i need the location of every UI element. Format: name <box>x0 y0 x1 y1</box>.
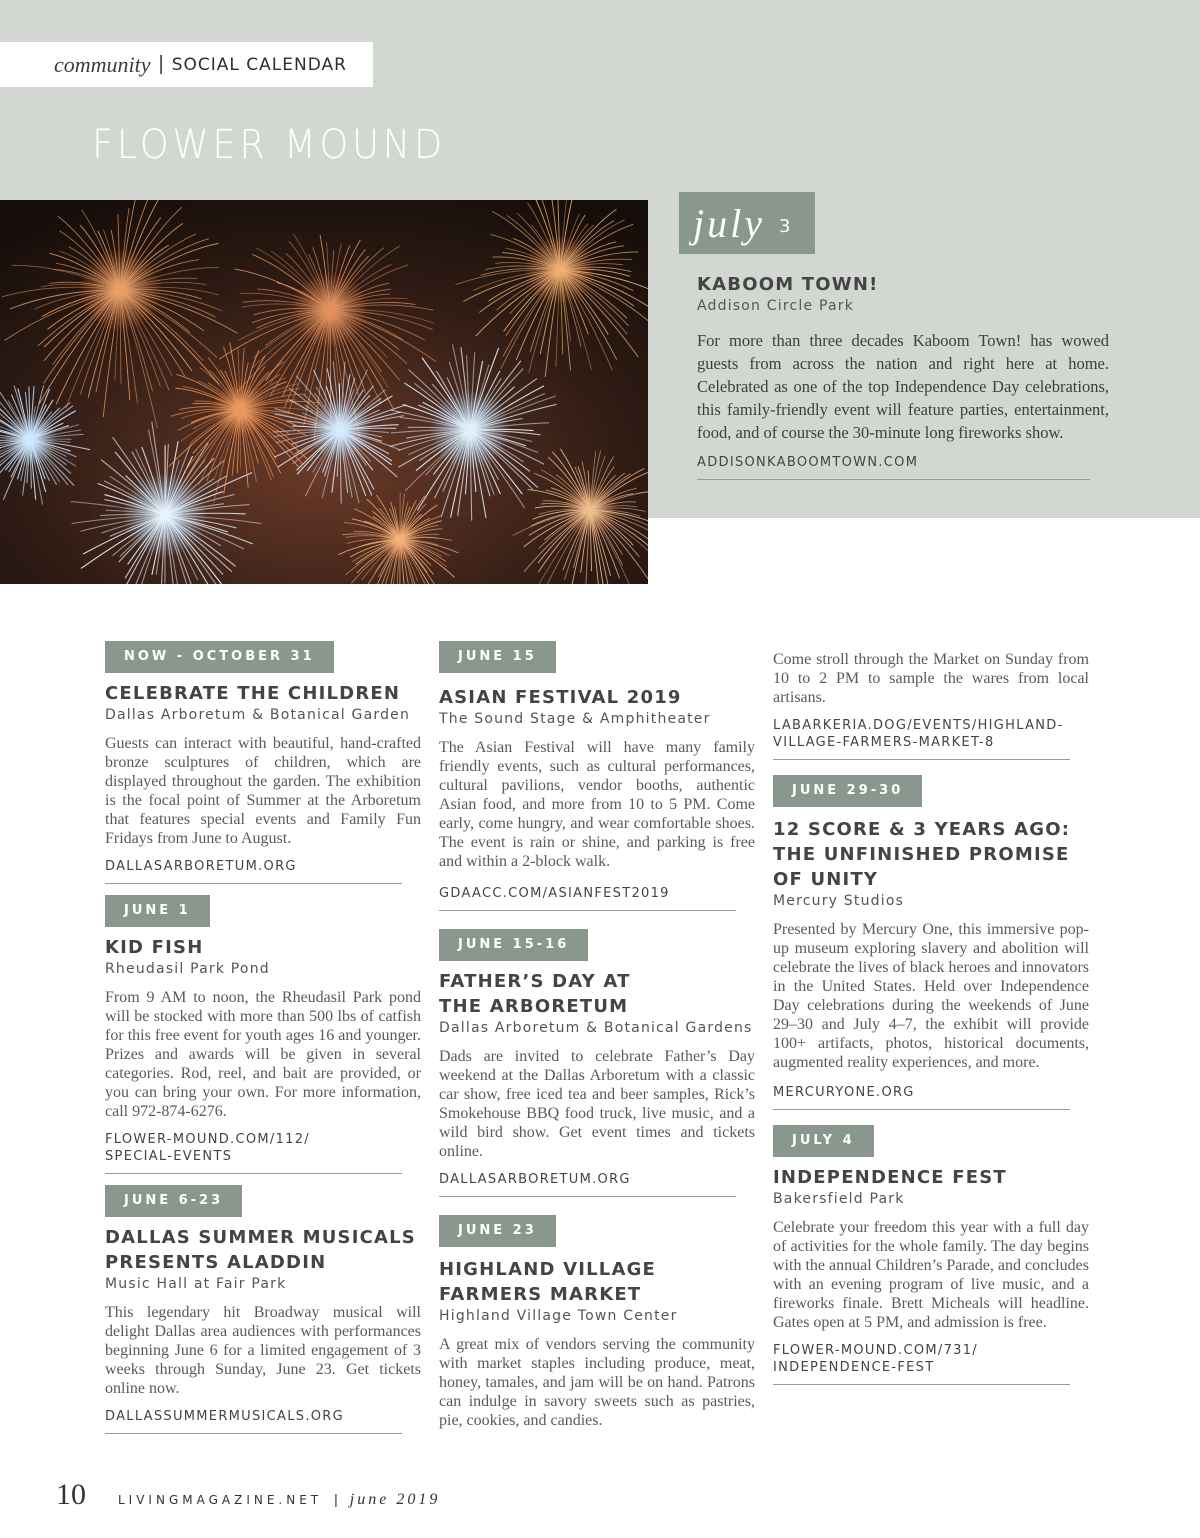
event-title: KABOOM TOWN! <box>697 274 879 295</box>
event-description: Celebrate your freedom this year with a full day of activities for the whole family. The day begins with the annual Children’s Parade, and concludes with an evening program of live music, and a fireworks finale. Brett Micheals will headline. Gates open at 5 PM, and admission is free. <box>773 1219 1089 1331</box>
event-venue: Dallas Arboretum & Botanical Gardens <box>439 1020 753 1036</box>
page-number: 10 <box>56 1478 86 1511</box>
event-title: 12 SCORE & 3 YEARS AGO: THE UNFINISHED PROMISE OF UNITY <box>773 819 1071 890</box>
event-venue: Dallas Arboretum & Botanical Garden <box>105 707 411 723</box>
section-tag <box>0 42 373 87</box>
event-date-badge: JUNE 6-23 <box>105 1185 242 1217</box>
fireworks-image <box>0 200 648 584</box>
event-date-badge: JULY 4 <box>773 1125 874 1157</box>
event-title: CELEBRATE THE CHILDREN <box>105 683 401 704</box>
feature-date-day: 3 <box>778 215 791 237</box>
event-date-badge: NOW - OCTOBER 31 <box>105 641 334 673</box>
event-title: ASIAN FESTIVAL 2019 <box>439 687 682 708</box>
events-column-3 <box>773 650 1089 1385</box>
event-title: KID FISH <box>105 937 204 958</box>
event-link[interactable]: ADDISONKABOOMTOWN.COM <box>697 455 919 470</box>
divider <box>105 1433 402 1434</box>
event-venue: Bakersfield Park <box>773 1191 905 1207</box>
event-description: Guests can interact with beautiful, hand-crafted bronze sculptures of children, which are displayed throughout the garden. The exhibition is the focal point of Summer at the Arboretum that features special events and Family Fun Fridays from June to August. <box>105 735 421 847</box>
event-venue: Rheudasil Park Pond <box>105 961 270 977</box>
event-date-badge: JUNE 29-30 <box>773 775 922 807</box>
events-column-2 <box>439 641 755 1430</box>
event-description: Dads are invited to celebrate Father’s Day weekend at the Dallas Arboretum with a classic car show, free iced tea and beer samples, Rick’s Smokehouse BBQ food truck, live music, and a wild bird show. Get event times and tickets online. <box>439 1048 755 1160</box>
events-column-1 <box>105 641 421 1434</box>
event-link[interactable]: DALLASARBORETUM.ORG <box>105 859 297 874</box>
event-link[interactable]: FLOWER-MOUND.COM/112/ SPECIAL-EVENTS <box>105 1132 310 1164</box>
event-link[interactable]: FLOWER-MOUND.COM/731/ INDEPENDENCE-FEST <box>773 1343 978 1375</box>
footer-separator: | <box>334 1491 338 1507</box>
event-venue: The Sound Stage & Amphitheater <box>439 711 711 727</box>
event-description: For more than three decades Kaboom Town! has wowed guests from across the nation and right here at home. Celebrated as one of the top Independence Day celebrations, this family-friendly event will feature parties, entertainment, food, and of course the 30-minute long fireworks show. <box>697 331 1109 442</box>
event-link[interactable]: LABARKERIA.DOG/EVENTS/HIGHLAND-VILLAGE-FARMERS-MARKET-8 <box>773 718 1064 750</box>
event-link[interactable]: GDAACC.COM/ASIANFEST2019 <box>439 886 670 901</box>
event-link[interactable]: MERCURYONE.ORG <box>773 1085 915 1100</box>
event-date-badge: JUNE 1 <box>105 895 210 927</box>
footer-site[interactable]: LIVINGMAGAZINE.NET <box>118 1493 323 1507</box>
event-link[interactable]: DALLASSUMMERMUSICALS.ORG <box>105 1409 345 1424</box>
event-venue: Addison Circle Park <box>697 298 854 314</box>
event-date-badge: JUNE 23 <box>439 1215 556 1247</box>
section-label: community <box>54 51 151 77</box>
divider <box>773 1384 1070 1385</box>
event-title: FATHER’S DAY AT THE ARBORETUM <box>439 971 631 1017</box>
divider <box>697 479 1090 480</box>
feature-event <box>697 272 1109 480</box>
section-separator: | <box>158 53 164 75</box>
city-title: FLOWER MOUND <box>92 122 446 168</box>
page-footer <box>56 1478 440 1512</box>
event-date-badge: JUNE 15-16 <box>439 929 588 961</box>
event-description: The Asian Festival will have many family friendly events, such as cultural performances, cultural pavilions, vendor booths, authentic Asian food, and more from 10 to 5 PM. Come early, come hungry, and wear comfortable shoes. The event is rain or shine, and parking is free and within a 2-block walk. <box>439 739 755 870</box>
fireworks-photo <box>0 200 648 584</box>
event-title: HIGHLAND VILLAGE FARMERS MARKET <box>439 1259 657 1305</box>
event-description-continued: Come stroll through the Market on Sunday from 10 to 2 PM to sample the wares from local artisans. <box>773 651 1089 706</box>
event-description: A great mix of vendors serving the community with market staples including produce, meat, honey, tamales, and jam will be on hand. Patrons can indulge in savory sweets such as pastries, pie, cookies, and candies. <box>439 1336 755 1429</box>
event-venue: Music Hall at Fair Park <box>105 1276 287 1292</box>
event-description: From 9 AM to noon, the Rheudasil Park pond will be stocked with more than 500 lbs of catfish for this free event for youth ages 16 and younger. Prizes and awards will be given in several categories. Rod, reel, and bait are provided, or you can bring your own. For more information, call 972-874-6276. <box>105 989 421 1120</box>
event-date-badge: JUNE 15 <box>439 641 556 673</box>
event-description: Presented by Mercury One, this immersive pop-up museum exploring slavery and abolition will celebrate the lives of black heroes and innovators in the United States. Held over Independence Day celebrations during the weekends of June 29–30 and July 4–7, the exhibit will provide 100+ artifacts, photos, historical documents, augmented reality experiences, and more. <box>773 921 1089 1071</box>
event-description: This legendary hit Broadway musical will delight Dallas area audiences with performances beginning June 6 for a limited engagement of 3 weeks through Sunday, June 23. Get tickets online now. <box>105 1304 421 1397</box>
feature-date-month: july <box>693 200 765 246</box>
event-title: DALLAS SUMMER MUSICALS PRESENTS ALADDIN <box>105 1227 416 1273</box>
event-venue: Mercury Studios <box>773 893 905 909</box>
feature-date-badge <box>679 192 815 254</box>
event-title: INDEPENDENCE FEST <box>773 1167 1007 1188</box>
footer-issue: june 2019 <box>349 1491 441 1508</box>
event-venue: Highland Village Town Center <box>439 1308 678 1324</box>
event-link[interactable]: DALLASARBORETUM.ORG <box>439 1172 631 1187</box>
section-title: SOCIAL CALENDAR <box>171 54 347 75</box>
